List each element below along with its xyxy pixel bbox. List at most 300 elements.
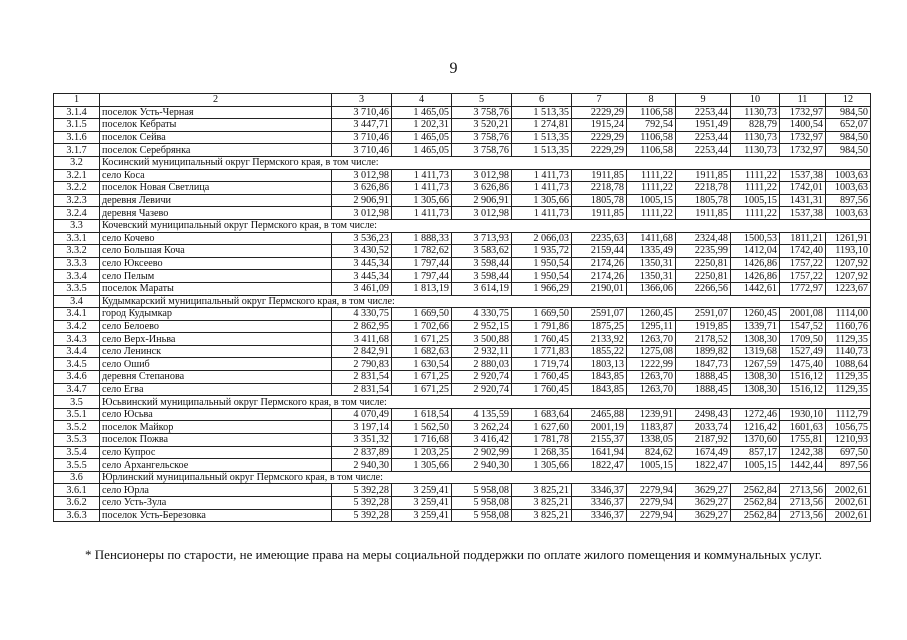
value-cell: 2002,61 bbox=[826, 497, 871, 510]
value-cell: 2229,29 bbox=[572, 144, 627, 157]
value-cell: 1 813,19 bbox=[392, 282, 452, 295]
value-cell: 1111,22 bbox=[731, 169, 780, 182]
value-cell: 2 906,91 bbox=[332, 194, 392, 207]
value-cell: 1426,86 bbox=[731, 257, 780, 270]
header-cell: 6 bbox=[512, 94, 572, 107]
value-cell: 1 618,54 bbox=[392, 408, 452, 421]
value-cell: 3 710,46 bbox=[332, 131, 392, 144]
group-row bbox=[54, 396, 871, 409]
table-row bbox=[54, 408, 871, 421]
value-cell: 3 445,34 bbox=[332, 270, 392, 283]
table-row bbox=[54, 182, 871, 195]
value-cell: 2033,74 bbox=[676, 421, 731, 434]
table-row bbox=[54, 270, 871, 283]
value-cell: 1005,15 bbox=[627, 459, 676, 472]
value-cell: 1911,85 bbox=[572, 207, 627, 220]
value-cell: 1 671,25 bbox=[392, 371, 452, 384]
value-cell: 1106,58 bbox=[627, 131, 676, 144]
row-number: 3.4.1 bbox=[54, 308, 100, 321]
value-cell: 1757,22 bbox=[780, 257, 826, 270]
header-cell: 11 bbox=[780, 94, 826, 107]
table-row bbox=[54, 194, 871, 207]
row-number: 3.6.2 bbox=[54, 497, 100, 510]
value-cell: 1411,68 bbox=[627, 232, 676, 245]
value-cell: 2218,78 bbox=[572, 182, 627, 195]
value-cell: 897,56 bbox=[826, 459, 871, 472]
value-cell: 3 259,41 bbox=[392, 509, 452, 522]
value-cell: 3 626,86 bbox=[332, 182, 392, 195]
table-row bbox=[54, 245, 871, 258]
value-cell: 1641,94 bbox=[572, 446, 627, 459]
value-cell: 1 411,73 bbox=[392, 182, 452, 195]
value-cell: 1400,54 bbox=[780, 119, 826, 132]
value-cell: 1 950,54 bbox=[512, 270, 572, 283]
value-cell: 1803,13 bbox=[572, 358, 627, 371]
value-cell: 2001,08 bbox=[780, 308, 826, 321]
value-cell: 2 837,89 bbox=[332, 446, 392, 459]
value-cell: 1911,85 bbox=[676, 169, 731, 182]
value-cell: 2562,84 bbox=[731, 497, 780, 510]
value-cell: 5 958,08 bbox=[452, 484, 512, 497]
value-cell: 1 781,78 bbox=[512, 434, 572, 447]
page-number: 9 bbox=[449, 60, 458, 77]
group-number: 3.3 bbox=[54, 219, 100, 232]
row-number: 3.4.6 bbox=[54, 371, 100, 384]
value-cell: 2002,61 bbox=[826, 484, 871, 497]
value-cell: 3 825,21 bbox=[512, 509, 572, 522]
value-cell: 3 445,34 bbox=[332, 257, 392, 270]
value-cell: 2713,56 bbox=[780, 497, 826, 510]
table-row bbox=[54, 484, 871, 497]
value-cell: 4 070,49 bbox=[332, 408, 392, 421]
group-number: 3.4 bbox=[54, 295, 100, 308]
value-cell: 3629,27 bbox=[676, 497, 731, 510]
row-number: 3.4.5 bbox=[54, 358, 100, 371]
row-number: 3.3.2 bbox=[54, 245, 100, 258]
value-cell: 1207,92 bbox=[826, 257, 871, 270]
value-cell: 3 710,46 bbox=[332, 144, 392, 157]
settlement-name: село Ошиб bbox=[100, 358, 332, 371]
table-row bbox=[54, 509, 871, 522]
value-cell: 1111,22 bbox=[627, 207, 676, 220]
value-cell: 857,17 bbox=[731, 446, 780, 459]
value-cell: 5 392,28 bbox=[332, 484, 392, 497]
settlement-name: село Пелым bbox=[100, 270, 332, 283]
value-cell: 1003,63 bbox=[826, 169, 871, 182]
row-number: 3.3.4 bbox=[54, 270, 100, 283]
value-cell: 2190,01 bbox=[572, 282, 627, 295]
group-number: 3.6 bbox=[54, 471, 100, 484]
value-cell: 3 520,21 bbox=[452, 119, 512, 132]
value-cell: 1111,22 bbox=[731, 207, 780, 220]
value-cell: 1911,85 bbox=[572, 169, 627, 182]
value-cell: 5 958,08 bbox=[452, 509, 512, 522]
value-cell: 1366,06 bbox=[627, 282, 676, 295]
settlement-name: село Кочево bbox=[100, 232, 332, 245]
value-cell: 1 411,73 bbox=[512, 207, 572, 220]
value-cell: 1129,35 bbox=[826, 333, 871, 346]
value-cell: 1601,63 bbox=[780, 421, 826, 434]
value-cell: 1 760,45 bbox=[512, 383, 572, 396]
value-cell: 2 831,54 bbox=[332, 383, 392, 396]
value-cell: 1 671,25 bbox=[392, 333, 452, 346]
table-row bbox=[54, 345, 871, 358]
value-cell: 1442,44 bbox=[780, 459, 826, 472]
value-cell: 2159,44 bbox=[572, 245, 627, 258]
value-cell: 1 760,45 bbox=[512, 333, 572, 346]
value-cell: 2187,92 bbox=[676, 434, 731, 447]
value-cell: 1 950,54 bbox=[512, 257, 572, 270]
value-cell: 1915,24 bbox=[572, 119, 627, 132]
settlement-name: деревня Левичи bbox=[100, 194, 332, 207]
value-cell: 1 630,54 bbox=[392, 358, 452, 371]
row-number: 3.4.2 bbox=[54, 320, 100, 333]
settlement-name: село Юксеево bbox=[100, 257, 332, 270]
value-cell: 3 259,41 bbox=[392, 497, 452, 510]
group-number: 3.2 bbox=[54, 156, 100, 169]
table-row bbox=[54, 232, 871, 245]
value-cell: 1732,97 bbox=[780, 131, 826, 144]
header-cell: 9 bbox=[676, 94, 731, 107]
row-number: 3.5.2 bbox=[54, 421, 100, 434]
value-cell: 2562,84 bbox=[731, 509, 780, 522]
value-cell: 1757,22 bbox=[780, 270, 826, 283]
value-cell: 1088,64 bbox=[826, 358, 871, 371]
value-cell: 3 500,88 bbox=[452, 333, 512, 346]
row-number: 3.1.5 bbox=[54, 119, 100, 132]
settlement-name: поселок Усть-Березовка bbox=[100, 509, 332, 522]
value-cell: 2133,92 bbox=[572, 333, 627, 346]
table-row bbox=[54, 497, 871, 510]
value-cell: 1674,49 bbox=[676, 446, 731, 459]
value-cell: 1 782,62 bbox=[392, 245, 452, 258]
value-cell: 1442,61 bbox=[731, 282, 780, 295]
row-number: 3.3.3 bbox=[54, 257, 100, 270]
value-cell: 1 513,35 bbox=[512, 131, 572, 144]
value-cell: 3629,27 bbox=[676, 509, 731, 522]
value-cell: 1 305,66 bbox=[392, 459, 452, 472]
value-cell: 1 411,73 bbox=[392, 169, 452, 182]
value-cell: 1 411,73 bbox=[392, 207, 452, 220]
value-cell: 2250,81 bbox=[676, 257, 731, 270]
value-cell: 3346,37 bbox=[572, 484, 627, 497]
value-cell: 1 683,64 bbox=[512, 408, 572, 421]
value-cell: 1 274,81 bbox=[512, 119, 572, 132]
value-cell: 1742,40 bbox=[780, 245, 826, 258]
value-cell: 1005,15 bbox=[731, 459, 780, 472]
table-row bbox=[54, 119, 871, 132]
value-cell: 3 758,76 bbox=[452, 131, 512, 144]
value-cell: 1 411,73 bbox=[512, 182, 572, 195]
value-cell: 1267,59 bbox=[731, 358, 780, 371]
value-cell: 2 902,99 bbox=[452, 446, 512, 459]
value-cell: 1370,60 bbox=[731, 434, 780, 447]
value-cell: 1130,73 bbox=[731, 106, 780, 119]
table-row bbox=[54, 421, 871, 434]
value-cell: 2465,88 bbox=[572, 408, 627, 421]
value-cell: 897,56 bbox=[826, 194, 871, 207]
settlement-name: поселок Майкор bbox=[100, 421, 332, 434]
value-cell: 1 702,66 bbox=[392, 320, 452, 333]
value-cell: 2229,29 bbox=[572, 131, 627, 144]
value-cell: 1183,87 bbox=[627, 421, 676, 434]
table-row bbox=[54, 333, 871, 346]
value-cell: 3 583,62 bbox=[452, 245, 512, 258]
value-cell: 2713,56 bbox=[780, 484, 826, 497]
value-cell: 2498,43 bbox=[676, 408, 731, 421]
value-cell: 1 465,05 bbox=[392, 131, 452, 144]
value-cell: 697,50 bbox=[826, 446, 871, 459]
value-cell: 1005,15 bbox=[627, 194, 676, 207]
table-row bbox=[54, 308, 871, 321]
settlement-name: поселок Новая Светлица bbox=[100, 182, 332, 195]
value-cell: 824,62 bbox=[627, 446, 676, 459]
value-cell: 1537,38 bbox=[780, 207, 826, 220]
table-row bbox=[54, 383, 871, 396]
value-cell: 2253,44 bbox=[676, 131, 731, 144]
value-cell: 1130,73 bbox=[731, 144, 780, 157]
value-cell: 1537,38 bbox=[780, 169, 826, 182]
value-cell: 1272,46 bbox=[731, 408, 780, 421]
value-cell: 1335,49 bbox=[627, 245, 676, 258]
group-number: 3.5 bbox=[54, 396, 100, 409]
value-cell: 2 940,30 bbox=[452, 459, 512, 472]
value-cell: 1260,45 bbox=[627, 308, 676, 321]
value-cell: 1308,30 bbox=[731, 371, 780, 384]
settlement-name: деревня Чазево bbox=[100, 207, 332, 220]
value-cell: 1732,97 bbox=[780, 144, 826, 157]
settlement-name: поселок Усть-Черная bbox=[100, 106, 332, 119]
value-cell: 3 710,46 bbox=[332, 106, 392, 119]
value-cell: 1811,21 bbox=[780, 232, 826, 245]
value-cell: 3 461,09 bbox=[332, 282, 392, 295]
value-cell: 1 202,31 bbox=[392, 119, 452, 132]
value-cell: 1805,78 bbox=[572, 194, 627, 207]
value-cell: 3 012,98 bbox=[452, 207, 512, 220]
row-number: 3.6.1 bbox=[54, 484, 100, 497]
row-number: 3.2.2 bbox=[54, 182, 100, 195]
header-cell: 10 bbox=[731, 94, 780, 107]
value-cell: 1 305,66 bbox=[512, 194, 572, 207]
value-cell: 2562,84 bbox=[731, 484, 780, 497]
group-title: Кудымкарский муниципальный округ Пермского края, в том числе: bbox=[100, 295, 871, 308]
value-cell: 1527,49 bbox=[780, 345, 826, 358]
value-cell: 1709,50 bbox=[780, 333, 826, 346]
header-row bbox=[54, 94, 871, 107]
settlement-name: село Юсьва bbox=[100, 408, 332, 421]
value-cell: 1106,58 bbox=[627, 106, 676, 119]
value-cell: 2 066,03 bbox=[512, 232, 572, 245]
value-cell: 1899,82 bbox=[676, 345, 731, 358]
value-cell: 1 797,44 bbox=[392, 270, 452, 283]
value-cell: 1426,86 bbox=[731, 270, 780, 283]
value-cell: 3 713,93 bbox=[452, 232, 512, 245]
row-number: 3.1.4 bbox=[54, 106, 100, 119]
group-row bbox=[54, 471, 871, 484]
value-cell: 1 268,35 bbox=[512, 446, 572, 459]
value-cell: 3 536,23 bbox=[332, 232, 392, 245]
value-cell: 3 259,41 bbox=[392, 484, 452, 497]
value-cell: 1 627,60 bbox=[512, 421, 572, 434]
value-cell: 1003,63 bbox=[826, 207, 871, 220]
value-cell: 2713,56 bbox=[780, 509, 826, 522]
value-cell: 3 012,98 bbox=[332, 207, 392, 220]
row-number: 3.3.1 bbox=[54, 232, 100, 245]
value-cell: 2 906,91 bbox=[452, 194, 512, 207]
value-cell: 3 614,19 bbox=[452, 282, 512, 295]
value-cell: 3629,27 bbox=[676, 484, 731, 497]
value-cell: 1 791,86 bbox=[512, 320, 572, 333]
row-number: 3.3.5 bbox=[54, 282, 100, 295]
settlement-name: село Большая Коча bbox=[100, 245, 332, 258]
value-cell: 3346,37 bbox=[572, 509, 627, 522]
value-cell: 2 940,30 bbox=[332, 459, 392, 472]
value-cell: 2253,44 bbox=[676, 106, 731, 119]
group-title: Кочевский муниципальный округ Пермского края, в том числе: bbox=[100, 219, 871, 232]
table-body bbox=[54, 106, 871, 522]
value-cell: 1 513,35 bbox=[512, 106, 572, 119]
value-cell: 1 411,73 bbox=[512, 169, 572, 182]
value-cell: 2279,94 bbox=[627, 497, 676, 510]
value-cell: 2 932,11 bbox=[452, 345, 512, 358]
table-row bbox=[54, 459, 871, 472]
value-cell: 2 831,54 bbox=[332, 371, 392, 384]
value-cell: 2178,52 bbox=[676, 333, 731, 346]
settlement-name: город Кудымкар bbox=[100, 308, 332, 321]
value-cell: 1772,97 bbox=[780, 282, 826, 295]
header-cell: 2 bbox=[100, 94, 332, 107]
value-cell: 2250,81 bbox=[676, 270, 731, 283]
settlement-name: деревня Степанова bbox=[100, 371, 332, 384]
header-cell: 4 bbox=[392, 94, 452, 107]
value-cell: 984,50 bbox=[826, 106, 871, 119]
value-cell: 1261,91 bbox=[826, 232, 871, 245]
value-cell: 2 952,15 bbox=[452, 320, 512, 333]
value-cell: 4 330,75 bbox=[452, 308, 512, 321]
value-cell: 1951,49 bbox=[676, 119, 731, 132]
value-cell: 3 012,98 bbox=[332, 169, 392, 182]
value-cell: 1263,70 bbox=[627, 333, 676, 346]
value-cell: 3 416,42 bbox=[452, 434, 512, 447]
value-cell: 1111,22 bbox=[627, 182, 676, 195]
value-cell: 1308,30 bbox=[731, 333, 780, 346]
value-cell: 1 305,66 bbox=[512, 459, 572, 472]
value-cell: 1 465,05 bbox=[392, 106, 452, 119]
value-cell: 2002,61 bbox=[826, 509, 871, 522]
settlement-name: поселок Сейва bbox=[100, 131, 332, 144]
value-cell: 3 262,24 bbox=[452, 421, 512, 434]
value-cell: 1822,47 bbox=[676, 459, 731, 472]
row-number: 3.6.3 bbox=[54, 509, 100, 522]
value-cell: 1350,31 bbox=[627, 257, 676, 270]
value-cell: 5 392,28 bbox=[332, 497, 392, 510]
value-cell: 2218,78 bbox=[676, 182, 731, 195]
settlement-name: село Архангельское bbox=[100, 459, 332, 472]
value-cell: 2591,07 bbox=[676, 308, 731, 321]
value-cell: 1295,11 bbox=[627, 320, 676, 333]
value-cell: 1223,67 bbox=[826, 282, 871, 295]
settlement-name: поселок Пожва bbox=[100, 434, 332, 447]
value-cell: 1114,00 bbox=[826, 308, 871, 321]
value-cell: 1412,04 bbox=[731, 245, 780, 258]
row-number: 3.4.3 bbox=[54, 333, 100, 346]
value-cell: 1 760,45 bbox=[512, 371, 572, 384]
value-cell: 1216,42 bbox=[731, 421, 780, 434]
value-cell: 2266,56 bbox=[676, 282, 731, 295]
value-cell: 1742,01 bbox=[780, 182, 826, 195]
footnote: * Пенсионеры по старости, не имеющие права на меры социальной поддержки по оплате жилого помещения и коммунальных услуг. bbox=[85, 547, 822, 562]
header-cell: 1 bbox=[54, 94, 100, 107]
value-cell: 2 920,74 bbox=[452, 383, 512, 396]
group-row bbox=[54, 295, 871, 308]
table-row bbox=[54, 257, 871, 270]
table-row bbox=[54, 169, 871, 182]
value-cell: 3346,37 bbox=[572, 497, 627, 510]
value-cell: 2 842,91 bbox=[332, 345, 392, 358]
row-number: 3.5.4 bbox=[54, 446, 100, 459]
group-title: Юрлинский муниципальный округ Пермского края, в том числе: bbox=[100, 471, 871, 484]
value-cell: 1338,05 bbox=[627, 434, 676, 447]
value-cell: 1 671,25 bbox=[392, 383, 452, 396]
row-number: 3.4.7 bbox=[54, 383, 100, 396]
value-cell: 1847,73 bbox=[676, 358, 731, 371]
value-cell: 1 669,50 bbox=[392, 308, 452, 321]
header-cell: 7 bbox=[572, 94, 627, 107]
value-cell: 1 465,05 bbox=[392, 144, 452, 157]
value-cell: 652,07 bbox=[826, 119, 871, 132]
row-number: 3.5.1 bbox=[54, 408, 100, 421]
value-cell: 1 669,50 bbox=[512, 308, 572, 321]
value-cell: 3 758,76 bbox=[452, 144, 512, 157]
value-cell: 2001,19 bbox=[572, 421, 627, 434]
settlement-name: село Усть-Зула bbox=[100, 497, 332, 510]
value-cell: 3 825,21 bbox=[512, 484, 572, 497]
value-cell: 2279,94 bbox=[627, 484, 676, 497]
value-cell: 1 682,63 bbox=[392, 345, 452, 358]
value-cell: 1106,58 bbox=[627, 144, 676, 157]
value-cell: 1242,38 bbox=[780, 446, 826, 459]
row-number: 3.1.6 bbox=[54, 131, 100, 144]
settlement-name: село Юрла bbox=[100, 484, 332, 497]
row-number: 3.1.7 bbox=[54, 144, 100, 157]
value-cell: 1 797,44 bbox=[392, 257, 452, 270]
value-cell: 1222,99 bbox=[627, 358, 676, 371]
value-cell: 1129,35 bbox=[826, 383, 871, 396]
value-cell: 1130,73 bbox=[731, 131, 780, 144]
settlement-name: поселок Серебрянка bbox=[100, 144, 332, 157]
settlement-name: село Егва bbox=[100, 383, 332, 396]
value-cell: 3 758,76 bbox=[452, 106, 512, 119]
value-cell: 1210,93 bbox=[826, 434, 871, 447]
value-cell: 2229,29 bbox=[572, 106, 627, 119]
value-cell: 1843,85 bbox=[572, 383, 627, 396]
table-row bbox=[54, 144, 871, 157]
value-cell: 1930,10 bbox=[780, 408, 826, 421]
value-cell: 1475,40 bbox=[780, 358, 826, 371]
value-cell: 3 598,44 bbox=[452, 270, 512, 283]
group-row bbox=[54, 156, 871, 169]
group-title: Юсьвинский муниципальный округ Пермского края, в том числе: bbox=[100, 396, 871, 409]
value-cell: 828,79 bbox=[731, 119, 780, 132]
value-cell: 1888,45 bbox=[676, 383, 731, 396]
value-cell: 1308,30 bbox=[731, 383, 780, 396]
value-cell: 1339,71 bbox=[731, 320, 780, 333]
value-cell: 1431,31 bbox=[780, 194, 826, 207]
value-cell: 4 135,59 bbox=[452, 408, 512, 421]
value-cell: 4 330,75 bbox=[332, 308, 392, 321]
table-row bbox=[54, 434, 871, 447]
table-row bbox=[54, 320, 871, 333]
